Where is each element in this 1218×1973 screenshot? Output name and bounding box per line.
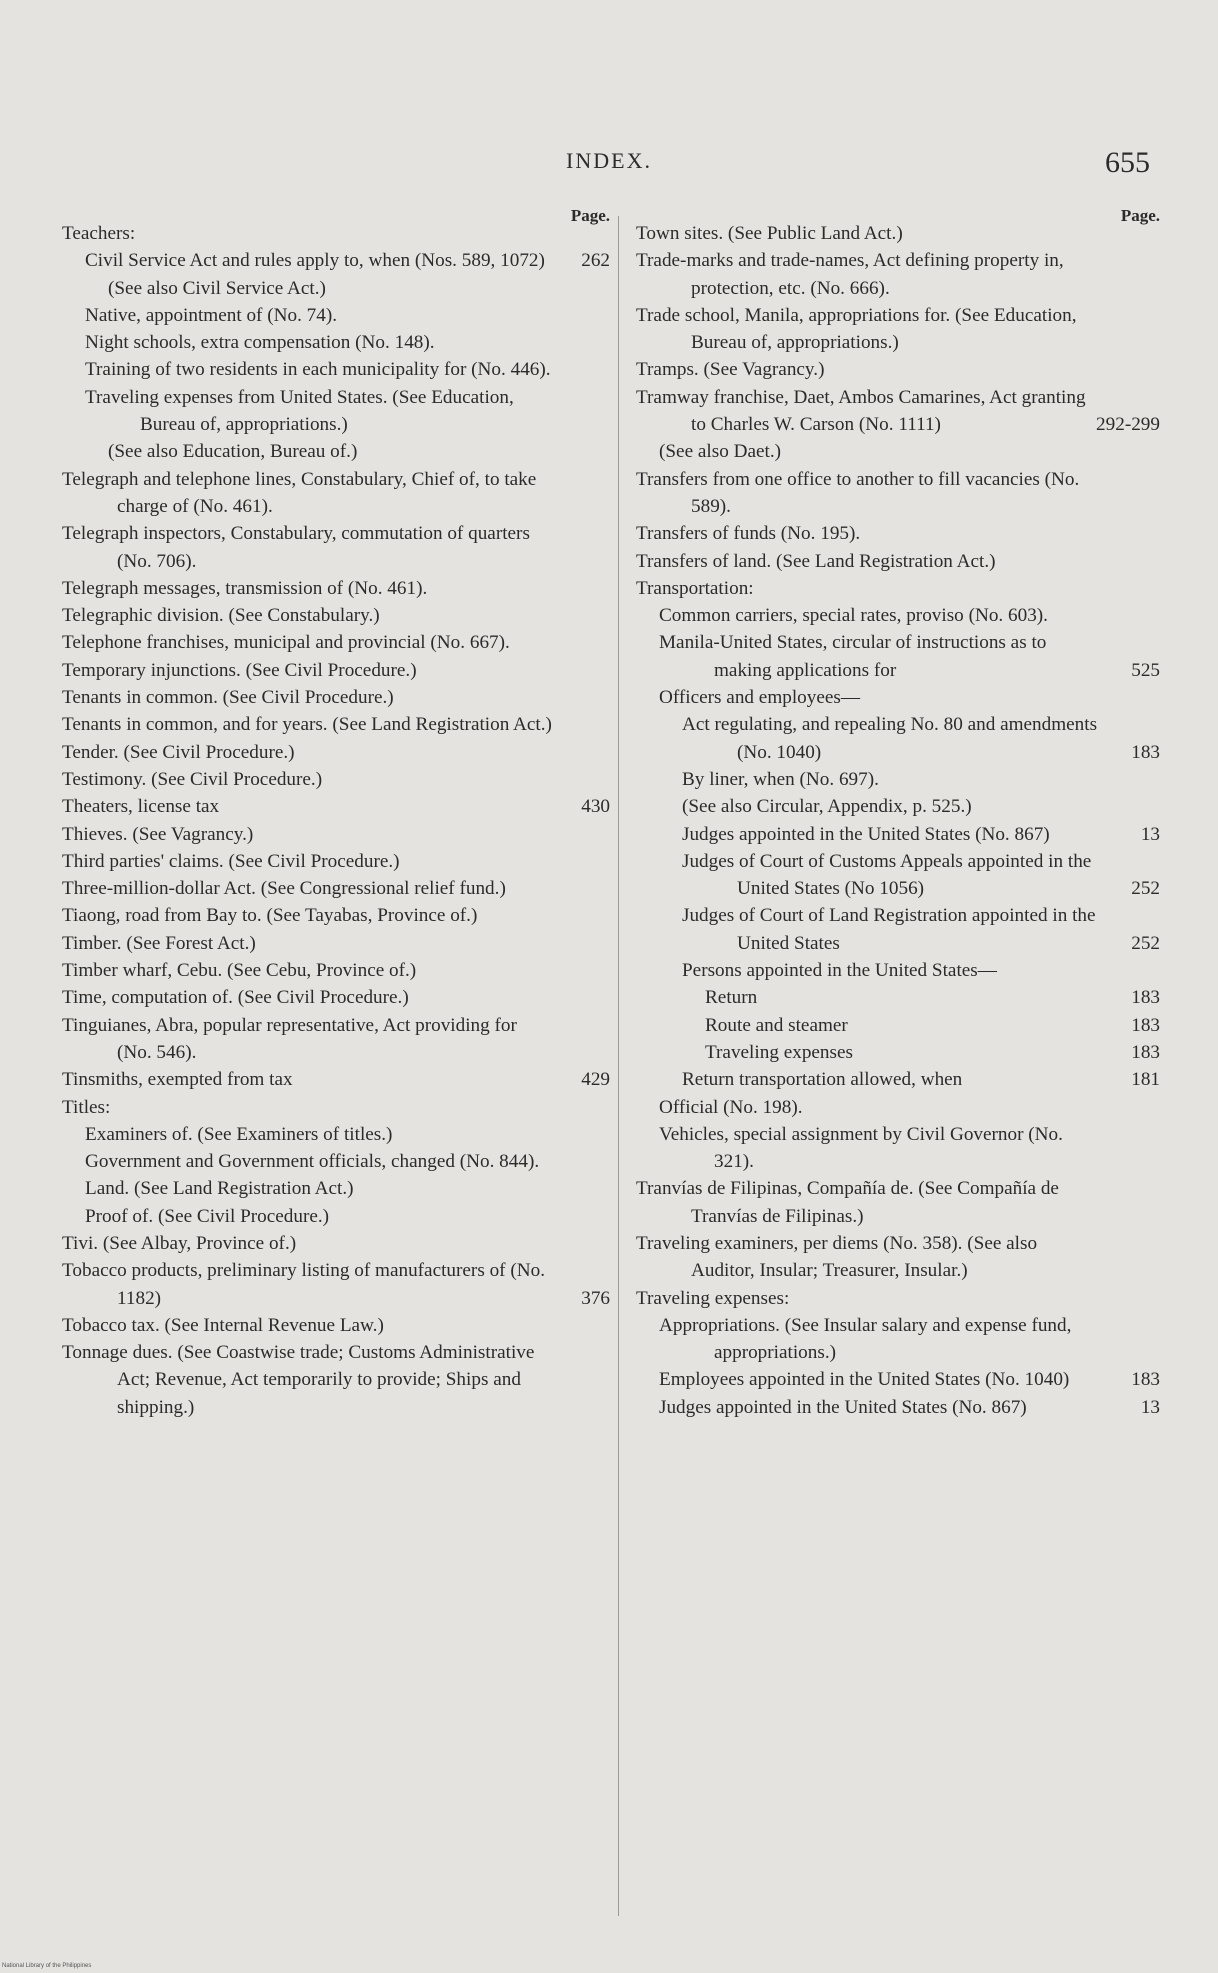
index-entry-text: Tenants in common, and for years. (See Land Registration Act.) [62,714,552,736]
index-entry [62,520,610,575]
index-entry [62,793,610,820]
index-entry-text: Return [705,987,758,1009]
index-entry-text: Timber. (See Forest Act.) [62,932,256,954]
index-entry [682,821,1160,848]
index-entry-page-ref: 183 [1131,1041,1160,1063]
index-entry-page-ref: 429 [581,1069,610,1091]
column-divider [618,216,619,1916]
index-entry [682,711,1160,766]
index-entry-text: Traveling examiners, per diems (No. 358). (See also Auditor, Insular; Treasurer, Insular.) [636,1232,1038,1282]
index-entry [682,848,1160,903]
index-entry [62,1230,610,1257]
index-entry-text: Route and steamer [705,1014,848,1036]
index-entry [659,1094,1160,1121]
index-entry-text: Official (No. 198). [659,1096,803,1118]
index-entry [108,275,610,302]
index-entry [636,1230,1160,1285]
index-entry-text: (See also Daet.) [659,441,782,463]
index-entry [636,384,1160,439]
index-entry [108,438,610,465]
index-entry [62,984,610,1011]
index-entry [636,302,1160,357]
index-entry-page-ref: 262 [581,250,610,272]
index-entry-text: Transfers from one office to another to fill vacancies (No. 589). [636,468,1080,517]
index-entry [85,247,610,274]
index-entry [636,1285,1160,1312]
index-entry-text: Traveling expenses from United States. (See Education, Bureau of, appropriations.) [85,386,514,436]
index-entry-text: Tinsmiths, exempted from tax [62,1069,293,1091]
index-entry-text: Temporary injunctions. (See Civil Procedure.) [62,659,417,681]
index-entry [85,302,610,329]
index-entry [62,1339,610,1421]
index-entry-text: Tramps. (See Vagrancy.) [636,359,825,381]
index-entry-text: Testimony. (See Civil Procedure.) [62,768,323,790]
index-entry-text: Tramway franchise, Daet, Ambos Camarines, Act granting to Charles W. Carson (No. 1111) [636,386,1086,436]
left-page-column-label: Page. [570,206,610,225]
index-entry [62,739,610,766]
index-entry-text: Telegraph inspectors, Constabulary, commutation of quarters (No. 706). [62,523,530,572]
index-entry-page-ref: 183 [1131,741,1160,763]
index-entry-text: Tobacco products, preliminary listing of manufacturers of (No. 1182) [62,1260,545,1309]
index-entry-text: (See also Circular, Appendix, p. 525.) [682,796,972,818]
index-entry [85,1175,610,1202]
index-entry [62,629,610,656]
index-entry-text: Theaters, license tax [62,796,220,818]
index-entry-text: Tiaong, road from Bay to. (See Tayabas, Province of.) [62,905,478,927]
index-entry [62,602,610,629]
index-entry-text: Telegraphic division. (See Constabulary.) [62,605,380,627]
index-entry-text: By liner, when (No. 697). [682,768,879,790]
scan-footer-note: National Library of the Philippines [2,1963,92,1969]
index-entry-text: Common carriers, special rates, proviso (No. 603). [659,605,1048,627]
index-entry [659,1121,1160,1176]
index-entry-text: Judges appointed in the United States (No. 867) [682,823,1050,845]
index-entry-text: Traveling expenses: [636,1287,790,1309]
index-entry-page-ref: 430 [581,796,610,818]
index-entry-text: Three-million-dollar Act. (See Congressional relief fund.) [62,878,506,900]
index-entry [62,957,610,984]
index-entry [705,984,1160,1011]
index-entry-text: Government and Government officials, changed (No. 844). [85,1151,540,1173]
index-entry [636,356,1160,383]
index-entry [659,1312,1160,1367]
index-entry [705,1039,1160,1066]
page-number: 655 [1105,146,1150,179]
index-entry [659,1394,1160,1421]
index-entry [659,1366,1160,1393]
index-entry [62,875,610,902]
index-entry-text: Land. (See Land Registration Act.) [85,1178,354,1200]
index-entry-text: Examiners of. (See Examiners of titles.) [85,1123,393,1145]
running-head: INDEX. [566,148,652,173]
index-entry-page-ref: 252 [1131,878,1160,900]
index-entry-text: Transportation: [636,577,754,599]
index-entry [682,957,1160,984]
index-entry-text: Thieves. (See Vagrancy.) [62,823,254,845]
index-entry-text: Telegraph and telephone lines, Constabulary, Chief of, to take charge of (No. 461). [62,468,537,517]
index-entry-text: Return transportation allowed, when [682,1069,963,1091]
index-entry-page-ref: 13 [1140,823,1160,845]
index-entry-page-ref: 525 [1131,659,1160,681]
index-entry-text: Transfers of funds (No. 195). [636,523,861,545]
index-entry [62,1312,610,1339]
index-entry [682,793,1160,820]
index-entry [62,766,610,793]
index-entry-text: Tobacco tax. (See Internal Revenue Law.) [62,1314,384,1336]
index-entry [62,1012,610,1067]
index-entry [682,1066,1160,1093]
index-entry [636,1175,1160,1230]
index-entry-text: Employees appointed in the United States (No. 1040) [659,1369,1070,1391]
index-entry-text: Traveling expenses [705,1041,853,1063]
index-entry [62,466,610,521]
index-entry [636,520,1160,547]
index-entry-text: Town sites. (See Public Land Act.) [636,223,903,244]
index-entry-page-ref: 181 [1131,1069,1160,1091]
index-entry [682,766,1160,793]
index-entry-text: Tivi. (See Albay, Province of.) [62,1232,297,1254]
index-entry-text: Transfers of land. (See Land Registration Act.) [636,550,996,572]
index-entry-text: Trade-marks and trade-names, Act defining property in, protection, etc. (No. 666). [636,250,1064,299]
index-entry [705,1012,1160,1039]
index-entry-text: Judges of Court of Customs Appeals appointed in the United States (No 1056) [682,850,1092,900]
index-entry-text: Tenants in common. (See Civil Procedure.) [62,687,394,709]
index-entry [62,848,610,875]
index-entry [659,684,1160,711]
index-entry-text: Tinguianes, Abra, popular representative, Act providing for (No. 546). [62,1014,517,1063]
index-entry-text: Time, computation of. (See Civil Procedure.) [62,987,409,1009]
index-entry-text: Judges appointed in the United States (No. 867) [659,1396,1027,1418]
index-entry-text: (See also Education, Bureau of.) [108,441,358,463]
index-entry-text: Persons appointed in the United States— [682,960,997,982]
index-entry-text: Telephone franchises, municipal and provincial (No. 667). [62,632,510,654]
left-entry-list [62,220,610,1421]
index-entry [636,575,1160,602]
index-entry-text: Night schools, extra compensation (No. 148). [85,332,435,354]
index-entry [62,575,610,602]
index-entry-page-ref: 183 [1131,1014,1160,1036]
right-entry-list [636,220,1160,1421]
index-entry [659,629,1160,684]
index-entry [85,1121,610,1148]
index-entry [62,220,610,247]
index-entry [85,329,610,356]
index-entry [62,684,610,711]
index-entry-text: Vehicles, special assignment by Civil Governor (No. 321). [659,1123,1063,1173]
index-entry-text: Manila-United States, circular of instructions as to making applications for [659,632,1047,681]
index-entry-page-ref: 183 [1131,987,1160,1009]
index-entry [85,1148,610,1175]
index-entry [62,821,610,848]
index-entry-text: Civil Service Act and rules apply to, when (Nos. 589, 1072) [85,250,545,272]
index-entry-text: Appropriations. (See Insular salary and expense fund, appropriations.) [659,1314,1072,1364]
index-entry-text: Training of two residents in each municipality for (No. 446). [85,359,551,381]
index-entry [62,902,610,929]
index-entry [62,1066,610,1093]
index-entry [659,438,1160,465]
index-entry-text: Judges of Court of Land Registration appointed in the United States [682,905,1096,954]
index-entry [682,902,1160,957]
right-page-column-label: Page. [1120,206,1160,225]
index-entry-text: Proof of. (See Civil Procedure.) [85,1205,330,1227]
index-entry [659,602,1160,629]
index-entry-text: (See also Civil Service Act.) [108,277,326,299]
index-entry-page-ref: 376 [581,1287,610,1309]
index-entry-text: Tonnage dues. (See Coastwise trade; Customs Administrative Act; Revenue, Act temporarily to provide; Ships and shipping.) [62,1342,535,1418]
index-entry [62,657,610,684]
index-entry-page-ref: 252 [1131,932,1160,954]
index-entry-text: Telegraph messages, transmission of (No. 461). [62,577,428,599]
index-entry [62,1257,610,1312]
index-entry-text: Trade school, Manila, appropriations for. (See Education, Bureau of, appropriations.) [636,304,1077,354]
index-entry [62,1094,610,1121]
left-column [62,206,610,1943]
index-entry-text: Timber wharf, Cebu. (See Cebu, Province of.) [62,960,417,982]
index-entry-text: Tranvías de Filipinas, Compañía de. (See Compañía de Tranvías de Filipinas.) [636,1178,1059,1227]
index-entry [636,247,1160,302]
index-entry-text: Tender. (See Civil Procedure.) [62,741,295,763]
index-entry-page-ref: 13 [1140,1396,1160,1418]
index-entry [636,548,1160,575]
right-column [636,206,1160,1943]
index-entry-text: Officers and employees— [659,687,861,709]
index-entry-page-ref: 183 [1131,1369,1160,1391]
index-entry-text: Third parties' claims. (See Civil Procedure.) [62,850,400,872]
index-entry [85,384,610,439]
index-entry [636,220,1160,247]
index-entry [85,356,610,383]
index-entry [62,930,610,957]
index-entry-text: Teachers: [62,223,136,244]
index-entry-text: Titles: [62,1096,111,1118]
index-entry [85,1203,610,1230]
index-entry [62,711,610,738]
index-entry-text: Native, appointment of (No. 74). [85,304,338,326]
index-entry-text: Act regulating, and repealing No. 80 and amendments (No. 1040) [682,714,1098,763]
index-entry [636,466,1160,521]
index-entry-page-ref: 292-299 [1096,414,1160,436]
